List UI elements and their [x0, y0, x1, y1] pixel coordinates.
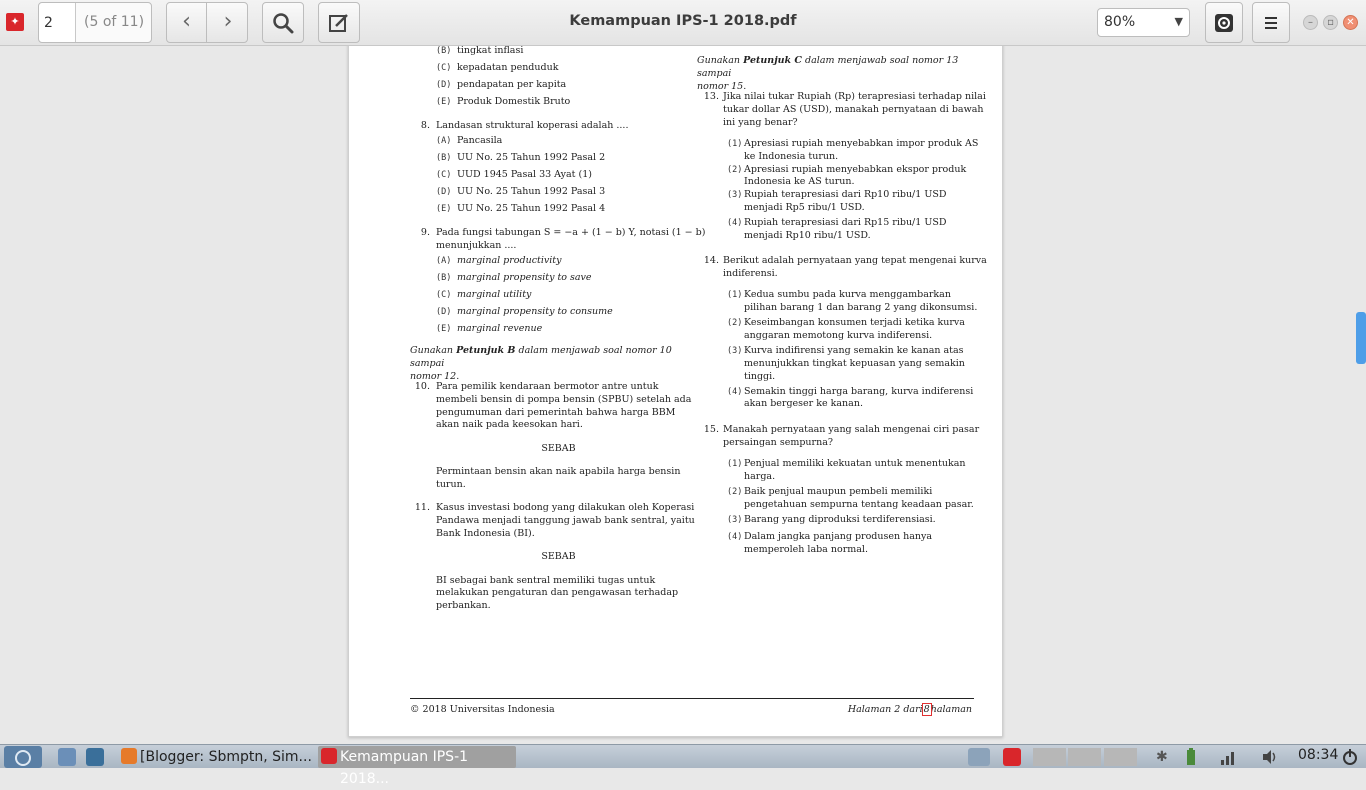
document-title: Kemampuan IPS-1 2018.pdf	[569, 13, 797, 29]
option-text: Pancasila	[457, 135, 503, 146]
question-text: Jika nilai tukar Rupiah (Rp) terapresiasi terhadap nilai	[723, 91, 986, 102]
option-label: (B)	[436, 46, 452, 56]
acrobat-icon	[1003, 748, 1021, 766]
instruction-text: Gunakan	[697, 55, 741, 66]
statement-label: (3)	[727, 190, 743, 200]
statement-text: Indonesia ke AS turun.	[744, 176, 855, 187]
reason-text: Permintaan bensin akan naik apabila harga bensin	[436, 466, 681, 477]
statement-label: (4)	[727, 218, 743, 228]
question-number: 11.	[414, 502, 430, 513]
option-text: tingkat inflasi	[457, 46, 524, 56]
option-label: (C)	[436, 63, 452, 73]
annotate-button[interactable]	[318, 2, 360, 43]
question-number: 13.	[703, 91, 719, 102]
instruction-text: Gunakan	[410, 345, 454, 356]
question-text: membeli bensin di pompa bensin (SPBU) setelah ada	[436, 394, 692, 405]
option-label: (B)	[436, 273, 452, 283]
bluetooth-icon[interactable]: ✱	[1156, 749, 1168, 765]
option-label: (E)	[436, 97, 452, 107]
statement-text: harga.	[744, 471, 776, 482]
option-label: (D)	[436, 187, 452, 197]
statement-text: menunjukkan tingkat kepuasan yang semakin	[744, 358, 965, 369]
statement-text: Rupiah terapresiasi dari Rp10 ribu/1 USD	[744, 189, 947, 200]
battery-icon[interactable]	[1184, 746, 1204, 768]
workspace-3[interactable]	[1104, 748, 1137, 766]
option-label: (C)	[436, 170, 452, 180]
acrobat-icon	[321, 748, 337, 764]
statement-text: Apresiasi rupiah menyebabkan ekspor produk	[744, 164, 967, 175]
statement-label: (1)	[727, 139, 743, 149]
desktop-grid-icon	[86, 748, 104, 766]
footer-text: halaman	[930, 704, 972, 715]
instruction-petunjuk-b	[410, 344, 690, 383]
statement-text: menjadi Rp5 ribu/1 USD.	[744, 202, 865, 213]
document-properties-button[interactable]	[1205, 2, 1243, 43]
statement-text: pengetahuan sempurna tentang keadaan pasar.	[744, 499, 974, 510]
desktop-switcher-launcher[interactable]	[86, 746, 104, 768]
pdf-page	[348, 46, 1003, 737]
statement-text: anggaran memotong kurva indiferensi.	[744, 330, 933, 341]
zoom-select[interactable]	[1097, 8, 1190, 37]
sebab-label: SEBAB	[541, 551, 576, 562]
chevron-left-icon: ‹	[182, 9, 191, 34]
question-text: tukar dollar AS (USD), manakah pernyataan di bawah	[723, 104, 984, 115]
workspace-2[interactable]	[1068, 748, 1101, 766]
power-icon[interactable]	[1341, 746, 1359, 768]
statement-text: tinggi.	[744, 371, 776, 382]
task-acrobat-reader[interactable]	[318, 746, 516, 787]
firefox-icon	[121, 748, 137, 764]
option-text: marginal utility	[457, 289, 532, 300]
question-number: 10.	[414, 381, 430, 392]
option-text: UUD 1945 Pasal 33 Ayat (1)	[457, 169, 592, 180]
statement-text: menjadi Rp10 ribu/1 USD.	[744, 230, 871, 241]
option-label: (D)	[436, 307, 452, 317]
statement-text: Apresiasi rupiah menyebabkan impor produk AS	[744, 138, 979, 149]
volume-icon[interactable]	[1260, 746, 1280, 768]
reason-text: melakukan pengaturan dan pengawasan terhadap	[436, 587, 679, 598]
statement-text: Rupiah terapresiasi dari Rp15 ribu/1 USD	[744, 217, 947, 228]
folder-icon	[58, 748, 76, 766]
page-navigator	[38, 2, 152, 43]
vertical-scrollbar[interactable]	[1356, 312, 1366, 364]
task-label: [Blogger: Sbmptn, Sim...	[140, 749, 312, 765]
instruction-text: dalam menjawab soal nomor 10 sampai	[410, 345, 672, 369]
option-label: (A)	[436, 256, 452, 266]
option-text: UU No. 25 Tahun 1992 Pasal 2	[457, 152, 606, 163]
statement-text: pilihan barang 1 dan barang 2 yang dikonsumsi.	[744, 302, 978, 313]
close-button[interactable]: ✕	[1343, 15, 1358, 30]
question-text: pengumuman dari pemerintah bahwa harga BBM	[436, 407, 676, 418]
option-label: (B)	[436, 153, 452, 163]
instruction-bold: Petunjuk B	[456, 345, 516, 356]
option-text: marginal propensity to consume	[457, 306, 613, 317]
statement-label: (2)	[727, 165, 743, 175]
task-firefox-blogger[interactable]	[118, 746, 312, 768]
question-text: Landasan struktural koperasi adalah ....	[436, 120, 629, 131]
footer-text: Halaman 2 dari	[847, 704, 923, 715]
taskbar	[0, 744, 1366, 787]
question-text: menunjukkan ....	[436, 240, 517, 251]
toolbar	[0, 0, 1366, 46]
instruction-petunjuk-c	[697, 54, 982, 93]
instruction-bold: Petunjuk C	[743, 55, 802, 66]
question-text: Kasus investasi bodong yang dilakukan oleh Koperasi	[436, 502, 695, 513]
page-nav-group	[166, 2, 248, 43]
menu-button[interactable]	[1252, 2, 1290, 43]
question-text: akan naik pada keesokan hari.	[436, 419, 583, 430]
file-manager-launcher[interactable]	[58, 746, 76, 768]
statement-text: Penjual memiliki kekuatan untuk menentukan	[744, 458, 966, 469]
question-text: Pandawa menjadi tanggung jawab bank sentral, yaitu	[436, 515, 695, 526]
search-icon	[272, 12, 294, 34]
option-text: marginal productivity	[457, 255, 562, 266]
option-text: Produk Domestik Bruto	[457, 96, 571, 107]
question-text: Pada fungsi tabungan S = −a + (1 − b) Y, notasi (1 − b)	[436, 227, 706, 238]
question-text: ini yang benar?	[723, 117, 798, 128]
option-label: (D)	[436, 80, 452, 90]
footer-page-info	[848, 703, 972, 716]
minimize-button[interactable]: –	[1303, 15, 1318, 30]
statement-text: Barang yang diproduksi terdiferensiasi.	[744, 514, 936, 525]
question-number: 15.	[703, 424, 719, 435]
option-text: marginal propensity to save	[457, 272, 592, 283]
document-viewer[interactable]	[0, 46, 1366, 744]
option-text: pendapatan per kapita	[457, 79, 567, 90]
search-button[interactable]	[262, 2, 304, 43]
statement-text: memperoleh laba normal.	[744, 544, 868, 555]
instruction-text: dalam menjawab soal nomor 13 sampai	[697, 55, 959, 79]
network-signal-icon[interactable]	[1218, 746, 1238, 768]
question-text: Manakah pernyataan yang salah mengenai ciri pasar	[723, 424, 980, 435]
workspace-1[interactable]	[1033, 748, 1066, 766]
tray-acrobat-icon[interactable]	[1003, 746, 1021, 768]
question-text: persaingan sempurna?	[723, 437, 833, 448]
option-text: UU No. 25 Tahun 1992 Pasal 3	[457, 186, 606, 197]
option-label: (C)	[436, 290, 452, 300]
option-label: (E)	[436, 204, 452, 214]
statement-text: ke Indonesia turun.	[744, 151, 839, 162]
chevron-down-icon: ▼	[1174, 15, 1183, 28]
statement-text: Baik penjual maupun pembeli memiliki	[744, 486, 933, 497]
option-label: (A)	[436, 136, 452, 146]
acrobat-app-icon: ✦	[6, 13, 24, 31]
option-text: kepadatan penduduk	[457, 62, 559, 73]
option-text: marginal revenue	[457, 323, 543, 334]
tray-window-icon[interactable]	[968, 746, 990, 768]
statement-label: (2)	[727, 318, 743, 328]
statement-label: (1)	[727, 459, 743, 469]
statement-text: Dalam jangka panjang produsen hanya	[744, 531, 933, 542]
statement-label: (1)	[727, 290, 743, 300]
question-text: Berikut adalah pernyataan yang tepat mengenai kurva	[723, 255, 987, 266]
instruction-text: nomor 15.	[697, 81, 747, 92]
question-number: 8.	[420, 120, 430, 131]
question-number: 9.	[420, 227, 430, 238]
hamburger-menu-icon	[1263, 16, 1279, 30]
footer-copyright: © 2018 Universitas Indonesia	[410, 704, 555, 715]
statement-label: (4)	[727, 387, 743, 397]
maximize-button[interactable]: ▫	[1323, 15, 1338, 30]
task-label: Kemampuan IPS-1 2018...	[340, 749, 469, 787]
reason-text: perbankan.	[436, 600, 491, 611]
statement-label: (3)	[727, 515, 743, 525]
start-menu-icon	[4, 746, 42, 768]
statement-text: Keseimbangan konsumen terjadi ketika kurva	[744, 317, 965, 328]
question-text: Para pemilik kendaraan bermotor antre untuk	[436, 381, 659, 392]
instruction-text: nomor 12.	[410, 371, 460, 382]
next-page-button[interactable]	[208, 3, 248, 42]
statement-label: (2)	[727, 487, 743, 497]
question-text: Bank Indonesia (BI).	[436, 528, 535, 539]
statement-label: (3)	[727, 346, 743, 356]
statement-text: akan bergeser ke kanan.	[744, 398, 863, 409]
statement-text: Kedua sumbu pada kurva menggambarkan	[744, 289, 951, 300]
statement-text: Semakin tinggi harga barang, kurva indiferensi	[744, 386, 974, 397]
question-number: 14.	[703, 255, 719, 266]
question-text: indiferensi.	[723, 268, 778, 279]
footer-page-total: 8	[923, 704, 930, 715]
gear-icon	[1213, 12, 1235, 34]
option-label: (E)	[436, 324, 452, 334]
statement-text: Kurva indifirensi yang semakin ke kanan atas	[744, 345, 964, 356]
clock[interactable]: 08:34	[1298, 747, 1339, 763]
statement-label: (4)	[727, 532, 743, 542]
previous-page-button[interactable]	[167, 3, 207, 42]
footer-divider	[410, 698, 974, 699]
page-number-input[interactable]	[39, 3, 76, 42]
reason-text: turun.	[436, 479, 466, 490]
reason-text: BI sebagai bank sentral memiliki tugas untuk	[436, 575, 656, 586]
page-count: (5 of 11)	[84, 14, 145, 30]
start-menu-button[interactable]	[4, 746, 42, 768]
window-list-icon	[968, 748, 990, 766]
sebab-label: SEBAB	[541, 443, 576, 454]
edit-icon	[328, 12, 350, 34]
chevron-right-icon: ›	[223, 9, 233, 34]
zoom-value: 80%	[1104, 14, 1136, 30]
option-text: UU No. 25 Tahun 1992 Pasal 4	[457, 203, 606, 214]
